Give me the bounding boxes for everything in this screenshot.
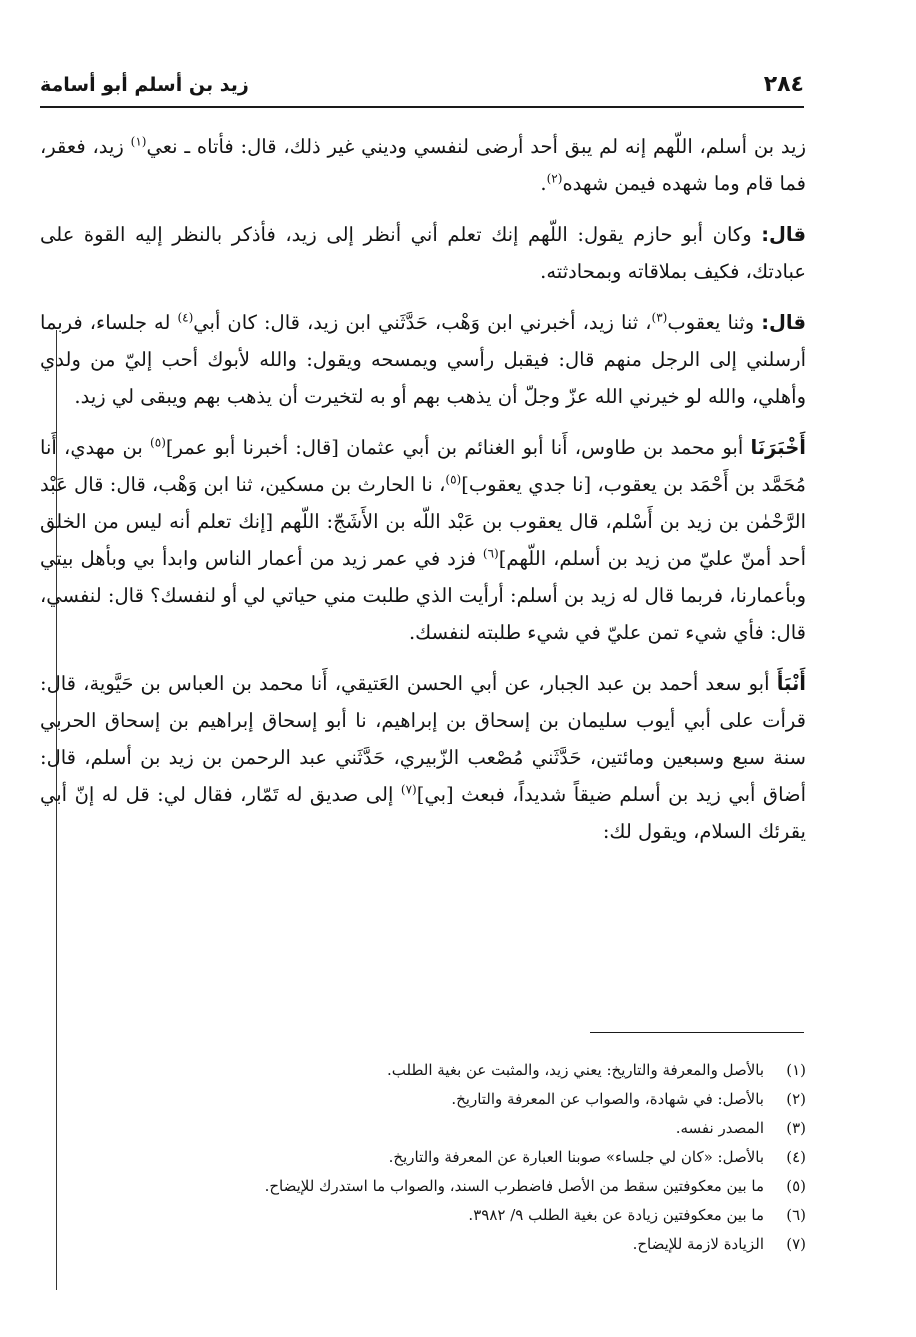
footnote-item xyxy=(40,1201,806,1230)
main-text xyxy=(40,128,806,864)
text-run: بن مهدي، أَنا مُحَمَّد بن أَحْمَد بن يعقوب، [نا جدي يعقوب] xyxy=(40,436,806,496)
footnote-ref: (٤) xyxy=(177,310,194,325)
paragraph-lead: قال: xyxy=(761,223,806,246)
footnote-number: (٧) xyxy=(786,1235,806,1253)
text-run: فزد في عمر زيد من أعمار الناس وابدأ بي وبأهل بيتي وبأعمارنا، فربما قال له زيد بن أسلم: أرأيت الذي طلبت مني حياتي لي أو لنفسك؟ قال: لنفسي، قال: فأي شيء تمن عليّ في شيء طلبته لنفسك. xyxy=(40,547,806,644)
paragraph-4 xyxy=(40,429,806,651)
footnote-number: (٣) xyxy=(786,1119,806,1137)
text-run: أبو سعد أحمد بن عبد الجبار، عن أبي الحسن العَتيقي، أَنا محمد بن العباس بن حَيَّوية، قال: قرأت على أبي أيوب سليمان بن إسحاق بن إبراهيم، نا أبو إسحاق إبراهيم بن إسحاق الحربي سنة سبع وسبعين ومائتين، حَدَّثَني مُصْعب الزّبيري، حَدَّثَني عبد الرحمن بن زيد بن أسلم، قال: أضاق أبي زيد بن أسلم ضيقاً شديداً، فبعث [بي] xyxy=(40,672,806,806)
text-run: إلى صديق له تَمّار، فقال لي: قل له إنّ أبي يقرئك السلام، ويقول لك: xyxy=(40,783,806,843)
text-run: وثنا يعقوب xyxy=(667,311,762,334)
footnote-text: بالأصل: «كان لي جلساء» صوبنا العبارة عن المعرفة والتاريخ. xyxy=(388,1148,764,1166)
text-run: وكان أبو حازم يقول: اللّهم إنك تعلم أني أنظر إلى زيد، فأذكر بالنظر إليه القوة على عبادتك، فكيف بملاقاته وبمحادثته. xyxy=(40,223,806,283)
paragraph-lead: أَخْبَرَنَا xyxy=(750,436,806,459)
footnote-item xyxy=(40,1114,806,1143)
text-run: . xyxy=(540,172,547,195)
footnotes xyxy=(40,1056,806,1259)
paragraph-2 xyxy=(40,216,806,290)
footnote-number: (٢) xyxy=(786,1090,806,1108)
footnote-ref: (٢) xyxy=(546,171,563,186)
footnote-ref: (٥) xyxy=(150,435,166,450)
text-run: زيد، فعقر، فما قام وما شهده فيمن شهده xyxy=(40,135,806,195)
text-run: ، ثنا زيد، أخبرني ابن وَهْب، حَدَّثَني ابن زيد، قال: كان أبي xyxy=(193,311,652,334)
footnote-item xyxy=(40,1143,806,1172)
header-rule xyxy=(40,106,804,108)
footnote-text: بالأصل والمعرفة والتاريخ: يعني زيد، والمثبت عن بغية الطلب. xyxy=(386,1061,764,1079)
page-header xyxy=(40,68,804,102)
footnote-ref: (٧) xyxy=(400,782,417,797)
text-run: أبو محمد بن طاوس، أَنا أبو الغنائم بن أبي عثمان [قال: أخبرنا أبو عمر] xyxy=(165,436,751,459)
footnote-ref: (١) xyxy=(130,134,147,149)
footnote-ref: (٣) xyxy=(651,310,668,325)
footnote-text: ما بين معكوفتين زيادة عن بغية الطلب ٩/ ٣٩٨٢. xyxy=(468,1206,764,1224)
footnote-rule xyxy=(590,1032,804,1033)
paragraph-lead: قال: xyxy=(761,311,806,334)
footnote-item xyxy=(40,1230,806,1259)
text-run: له جلساء، فربما أرسلني إلى الرجل منهم قال: فيقبل رأسي ويمسحه ويقول: والله لأبوك أحب إليّ من ولدي وأهلي، والله لو خيرني الله عزّ وجلّ أن يذهب بهم أو به لتخيرت أن يذهب بهم ويبقى لي زيد. xyxy=(40,311,806,408)
footnote-item xyxy=(40,1172,806,1201)
text-run: زيد بن أسلم، اللّهم إنه لم يبق أحد أرضى لنفسي وديني غير ذلك، قال: فأتاه ـ نعي xyxy=(146,135,806,158)
paragraph-lead: أَنْبَأَ xyxy=(776,672,806,695)
footnote-number: (١) xyxy=(786,1061,806,1079)
footnote-item xyxy=(40,1085,806,1114)
text-run: ، نا الحارث بن مسكين، ثنا ابن وَهْب، قال: قال عَبْد الرَّحْمٰن بن زيد بن أَسْلم، قال يعقوب بن عَبْد اللّه بن الأَشَجّ: اللّهم [إنك تعلم أنه ليس من الخلق أحد أمنّ عليّ من زيد بن أسلم، اللّهم] xyxy=(40,473,806,570)
footnote-number: (٤) xyxy=(786,1148,806,1166)
footnote-ref: (٦) xyxy=(482,546,499,561)
footnote-ref: (٥) xyxy=(445,472,462,487)
page-number: ٢٨٤ xyxy=(763,72,804,97)
footnote-text: ما بين معكوفتين سقط من الأصل فاضطرب السند، والصواب ما استدرك للإيضاح. xyxy=(264,1177,764,1195)
footnote-item xyxy=(40,1056,806,1085)
footnote-number: (٦) xyxy=(786,1206,806,1224)
footnote-text: بالأصل: في شهادة، والصواب عن المعرفة والتاريخ. xyxy=(451,1090,764,1108)
footnote-text: الزيادة لازمة للإيضاح. xyxy=(632,1235,764,1253)
running-title: زيد بن أسلم أبو أسامة xyxy=(40,74,249,96)
paragraph-3 xyxy=(40,304,806,415)
footnote-number: (٥) xyxy=(786,1177,806,1195)
paragraph-5 xyxy=(40,665,806,850)
paragraph-1 xyxy=(40,128,806,202)
footnote-text: المصدر نفسه. xyxy=(675,1119,764,1137)
